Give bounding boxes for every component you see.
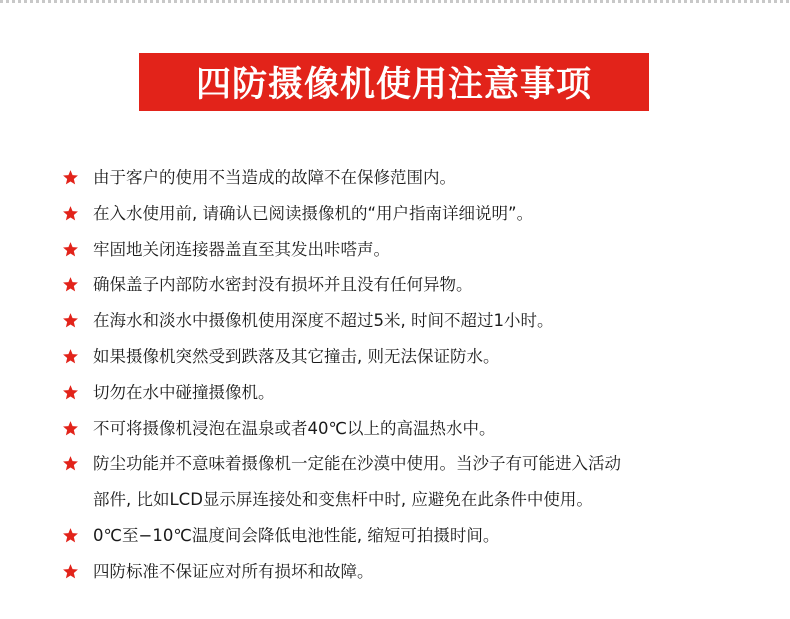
precautions-list bbox=[62, 165, 762, 595]
list-item bbox=[62, 201, 762, 226]
note-text: 在入水使用前, 请确认已阅读摄像机的“用户指南详细说明”。 bbox=[93, 203, 534, 223]
star-icon bbox=[62, 169, 79, 186]
note-text: 防尘功能并不意味着摄像机一定能在沙漠中使用。当沙子有可能进入活动 bbox=[93, 454, 621, 474]
note-text: 如果摄像机突然受到跌落及其它撞击, 则无法保证防水。 bbox=[93, 346, 500, 366]
list-item bbox=[62, 523, 762, 548]
star-icon bbox=[62, 276, 79, 293]
star-icon bbox=[62, 563, 79, 580]
star-icon bbox=[62, 241, 79, 258]
list-item bbox=[62, 559, 762, 584]
star-icon bbox=[62, 312, 79, 329]
star-icon bbox=[62, 527, 79, 544]
note-text: 牢固地关闭连接器盖直至其发出咔嗒声。 bbox=[93, 239, 390, 259]
list-item bbox=[62, 165, 762, 190]
note-text: 确保盖子内部防水密封没有损坏并且没有任何异物。 bbox=[93, 275, 473, 295]
note-text: 在海水和淡水中摄像机使用深度不超过5米, 时间不超过1小时。 bbox=[93, 311, 554, 331]
star-icon bbox=[62, 205, 79, 222]
star-icon bbox=[62, 455, 79, 472]
note-text: 切勿在水中碰撞摄像机。 bbox=[93, 382, 275, 402]
note-text: 四防标准不保证应对所有损坏和故障。 bbox=[93, 561, 374, 581]
list-item bbox=[62, 380, 762, 405]
star-icon bbox=[62, 384, 79, 401]
list-item bbox=[62, 344, 762, 369]
list-item bbox=[62, 237, 762, 262]
star-icon bbox=[62, 348, 79, 365]
list-item bbox=[62, 416, 762, 441]
note-text: 部件, 比如LCD显示屏连接处和变焦杆中时, 应避免在此条件中使用。 bbox=[93, 490, 593, 510]
list-item bbox=[62, 308, 762, 333]
star-icon bbox=[62, 420, 79, 437]
note-text: 由于客户的使用不当造成的故障不在保修范围内。 bbox=[93, 168, 456, 187]
note-text: 0℃至−10℃温度间会降低电池性能, 缩短可拍摄时间。 bbox=[93, 526, 500, 546]
page-title: 四防摄像机使用注意事项 bbox=[195, 65, 592, 105]
list-item bbox=[62, 272, 762, 297]
list-item bbox=[62, 451, 762, 512]
title-banner bbox=[139, 53, 649, 111]
top-dashed-divider bbox=[0, 0, 790, 3]
note-text: 不可将摄像机浸泡在温泉或者40℃以上的高温热水中。 bbox=[93, 418, 496, 438]
